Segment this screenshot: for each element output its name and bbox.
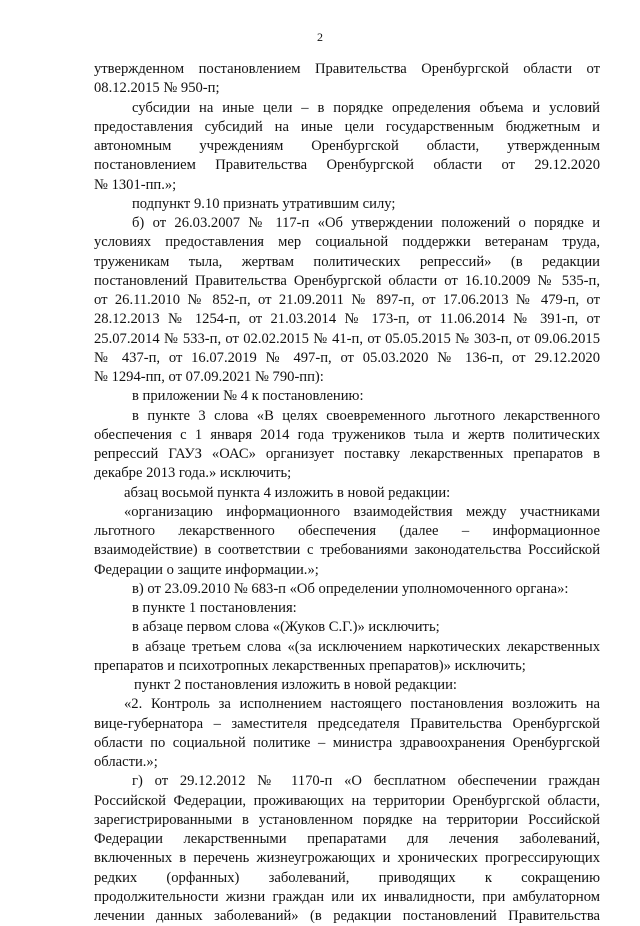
text-line: Федерации о защите информации.»; [94,561,319,578]
text-line: в приложении № 4 к постановлению: [132,388,364,405]
text-line: постановлением Правительства Оренбургской области от 29.12.2020 [94,157,600,174]
text-line: «организацию информационного взаимодействия между участниками [124,503,600,520]
text-line: области.»; [94,754,158,770]
text-line: в абзаце третьем слова «(за исключением наркотических лекарственных [132,638,600,655]
text-line: пункт 2 постановления изложить в новой редакции: [134,677,457,693]
text-line: от 26.11.2010 № 852-п, от 21.09.2011 № 897-п, от 17.06.2013 № 479-п, от [94,292,600,308]
text-line: декабре 2013 года.» исключить; [94,465,292,482]
text-line: 28.12.2013 № 1254-п, от 21.03.2014 № 173-п, от 11.06.2014 № 391-п, от [94,311,600,328]
text-line: Российской Федерации, проживающих на территории Оренбургской области, [94,792,600,809]
text-line: области по социальной политике – министра здравоохранения Оренбургской [94,734,600,751]
text-line: автономным учреждениям Оренбургской области, утвержденным [94,138,600,154]
text-line: «2. Контроль за исполнением настоящего постановления возложить на [124,696,600,713]
text-line: в пункте 1 постановления: [132,600,297,616]
text-line: включенных в перечень жизнеугрожающих и хронических прогрессирующих [94,850,600,867]
text-line: 25.07.2014 № 533-п, от 02.02.2015 № 41-п, от 05.05.2015 № 303-п, от 09.06.2015 [94,330,600,347]
text-line: лечении данных заболеваний» (в редакции постановлений Правительства [94,908,600,924]
text-line: редких (орфанных) заболеваний, приводящих к сокращению [94,869,600,886]
text-line: в абзаце первом слова «(Жуков С.Г.)» исключить; [132,619,440,636]
text-line: подпункт 9.10 признать утратившим силу; [132,195,396,212]
text-line: репрессий ГАУЗ «ОАС» организует поставку лекарственных препаратов в [94,446,600,462]
document-body [94,60,600,926]
text-line: 08.12.2015 № 950-п; [94,80,220,97]
text-line: г) от 29.12.2012 № 1170-п «О бесплатном обеспечении граждан [132,773,600,790]
text-line: № 1294-пп, от 07.09.2021 № 790-пп): [94,369,324,385]
page-number: 2 [317,30,323,44]
text-line: предоставления субсидий на иные цели государственным бюджетным и [94,118,600,135]
text-line: постановлений Правительства Оренбургской области от 16.10.2009 № 535-п, [94,272,600,289]
text-line: продолжительности жизни граждан или их инвалидности, при амбулаторном [94,888,600,905]
text-line: № 1301-пп.»; [94,176,177,193]
text-line: в пункте 3 слова «В целях своевременного льготного лекарственного [132,407,600,424]
text-line: условиях предоставления мер социальной поддержки ветеранам труда, [94,234,600,251]
text-line: обеспечения с 1 января 2014 года тружеников тыла и жертв политических [94,426,600,443]
text-line: б) от 26.03.2007 № 117-п «Об утверждении положений о порядке и [132,215,600,231]
text-line: абзац восьмой пункта 4 изложить в новой редакции: [124,484,451,501]
text-line: труженикам тыла, жертвам политических репрессий» (в редакции [94,253,600,270]
text-line: субсидии на иные цели – в порядке определения объема и условий [132,99,600,116]
text-line: в) от 23.09.2010 № 683-п «Об определении уполномоченного органа»: [132,580,569,597]
text-line: льготного лекарственного обеспечения (далее – информационное [94,523,600,539]
text-line: препаратов и психотропных лекарственных препаратов)» исключить; [94,657,526,674]
text-line: Федерации лекарственными препаратами для лечения заболеваний, [94,831,600,847]
text-line: взаимодействие) в соответствии с требованиями законодательства Российской [94,542,600,559]
text-line: зарегистрированными в установленном порядке на территории Российской [94,811,600,828]
text-line: утвержденном постановлением Правительства Оренбургской области от [94,61,600,77]
text-line: № 437-п, от 16.07.2019 № 497-п, от 05.03.2020 № 136-п, от 29.12.2020 [94,349,600,366]
text-line: вице-губернатора – заместителя председателя Правительства Оренбургской [94,715,600,732]
